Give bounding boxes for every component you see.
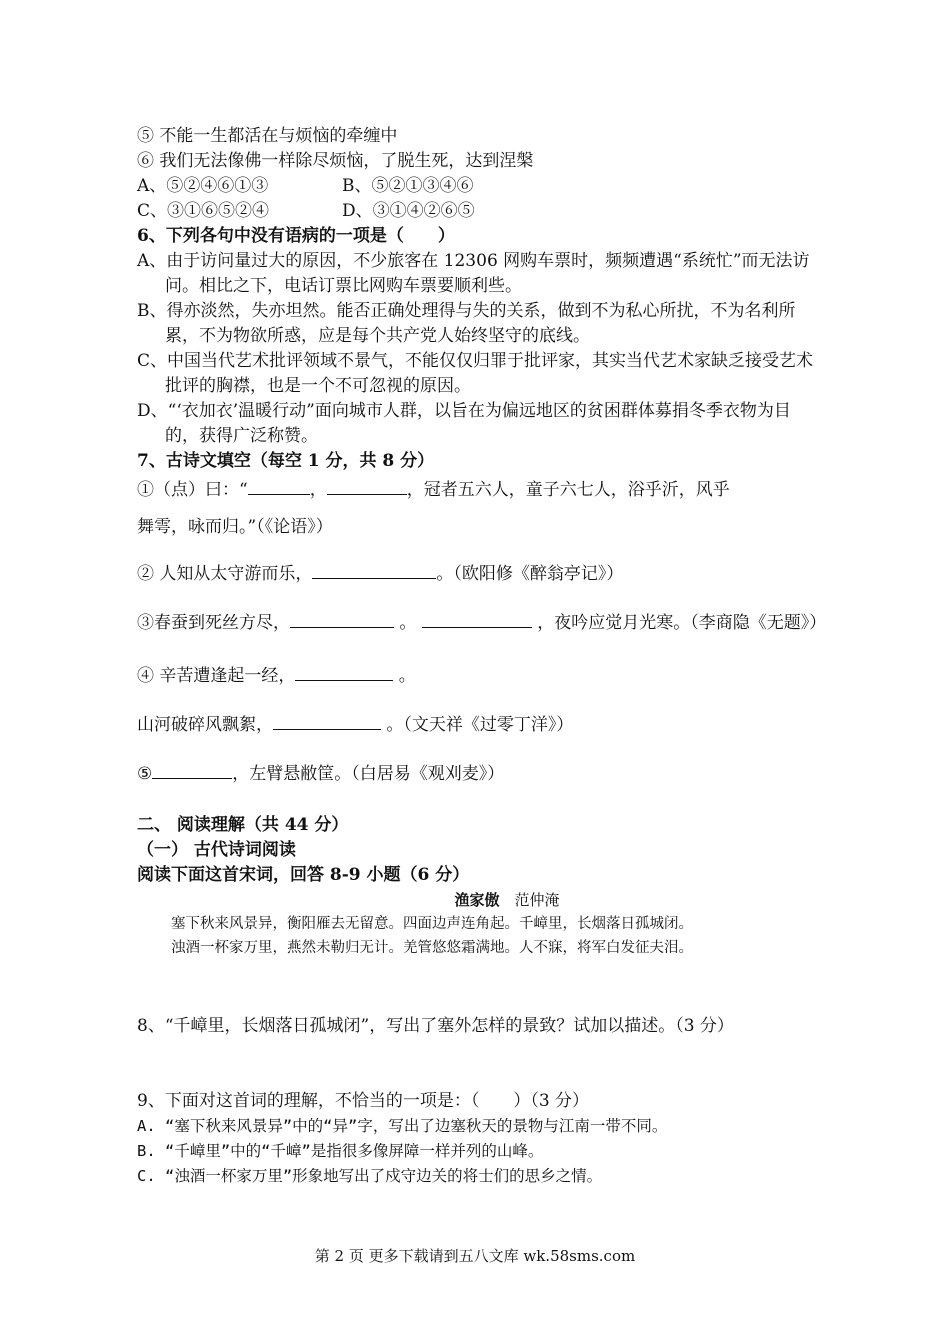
q7-item-1-text-a: ①（点）曰：“ [137,480,248,500]
poem-title: 渔家傲 [454,891,500,909]
section-2-instructions: 阅读下面这首宋词，回答 8-9 小题（6 分） [137,865,470,885]
q7-item-2 [137,562,817,587]
q5-options-row-2 [137,199,817,224]
poem-heading [137,888,817,912]
q9-option-a: A. “塞下秋来风景异”中的“异”字，写出了边塞秋天的景物与江南一带不同。 [137,1117,668,1135]
q7-item-6-text-a: ⑤ [137,764,153,784]
q7-item-1 [137,478,817,503]
q9-option-b: B. “千嶂里”中的“千嶂”是指很多像屏障一样并列的山峰。 [137,1142,544,1160]
section-2-title: 二、 阅读理解（共 44 分） [137,815,349,835]
answer-blank[interactable] [327,478,407,495]
answer-blank[interactable] [422,611,532,628]
q7-item-2-text-b: 。（欧阳修《醉翁亭记》） [436,564,624,584]
poem-line: 塞下秋来风景异，衡阳雁去无留意。四面边声连角起。千嶂里，长烟落日孤城闭。 [171,916,693,932]
q7-item-4 [137,664,817,689]
q6-title: 6、下列各句中没有语病的一项是（ ） [137,226,455,246]
q7-item-5-text-a: 山河破碎风飘絮， [137,715,273,735]
q7-item-3-text-a: ③春蚕到死丝方尽， [137,613,290,633]
poem-author: 范仲淹 [514,891,560,909]
answer-blank[interactable] [152,762,232,779]
poem-line: 浊酒一杯家万里，燕然未勒归无计。羌管悠悠霜满地。人不寐，将军白发征夫泪。 [171,940,693,956]
q7-item-3 [137,611,827,636]
q6-option-b: B、得亦淡然，失亦坦然。能否正确处理得与失的关系，做到不为私心所扰，不为名利所累，不为物欲所惑，应是每个共产党人始终坚守的底线。 [137,301,796,346]
q8-question: 8、“千嶂里，长烟落日孤城闭”，写出了塞外怎样的景致？试加以描述。（3 分） [137,1016,734,1036]
q9-title: 9、下面对这首词的理解，不恰当的一项是：（ ）（3 分） [137,1091,590,1111]
order-item: ⑤ 不能一生都活在与烦恼的牵缠中 [137,126,398,146]
answer-blank[interactable] [248,478,310,495]
q7-item-4-text-a: ④ 辛苦遭逢起一经， [137,666,296,686]
q5-option-d: D、③①④②⑥⑤ [342,201,475,221]
q7-item-1-cont: 舞雩，咏而归。”（《论语》） [137,517,333,537]
q7-item-1-sep: ， [309,480,327,500]
q7-item-5 [137,713,817,738]
section-2-subtitle: （一） 古代诗词阅读 [137,840,296,860]
q6-option-a: A、由于访问量过大的原因，不少旅客在 12306 网购车票时，频频遭遇“系统忙”而无法访问。相比之下，电话订票比网购车票要顺利些。 [137,251,810,296]
document-page [137,124,827,1189]
answer-blank[interactable] [295,664,393,681]
q7-title: 7、古诗文填空（每空 1 分，共 8 分） [137,451,435,471]
q7-item-6-text-b: ，左臂悬敝筐。（白居易《观刈麦》） [232,764,505,784]
answer-blank[interactable] [312,562,436,579]
q5-option-b: B、⑤②①③④⑥ [342,176,474,196]
page-footer: 第 2 页 更多下载请到五八文库 wk.58sms.com [314,1247,636,1265]
q9-option-c: C. “浊酒一杯家万里”形象地写出了戍守边关的将士们的思乡之情。 [137,1167,603,1185]
q7-item-4-text-b: 。 [393,666,416,686]
answer-blank[interactable] [290,611,394,628]
q7-item-5-text-b: 。（文天祥《过零丁洋》） [381,715,574,735]
q7-item-6 [137,762,817,787]
order-item: ⑥ 我们无法像佛一样除尽烦恼，了脱生死，达到涅槃 [137,151,534,171]
q6-option-c: C、中国当代艺术批评领域不景气，不能仅仅归罪于批评家，其实当代艺术家缺乏接受艺术批评的胸襟，也是一个不可忽视的原因。 [137,351,814,396]
q5-option-c: C、③①⑥⑤②④ [137,201,270,221]
q5-options-row-1 [137,174,817,199]
answer-blank[interactable] [273,713,381,730]
q5-option-a: A、⑤②④⑥①③ [137,176,269,196]
q7-item-3-sep: 。 [394,613,422,633]
q7-item-1-text-b: ，冠者五六人，童子六七人，浴乎沂，风乎 [406,480,730,500]
q6-option-d: D、“‘衣加衣’温暖行动”面向城市人群，以旨在为偏远地区的贫困群体募捐冬季衣物为目的，获得广泛称赞。 [137,401,791,446]
q7-item-3-text-b: ，夜吟应觉月光寒。（李商隐《无题》） [531,613,827,633]
q7-item-2-text-a: ② 人知从太守游而乐， [137,564,313,584]
